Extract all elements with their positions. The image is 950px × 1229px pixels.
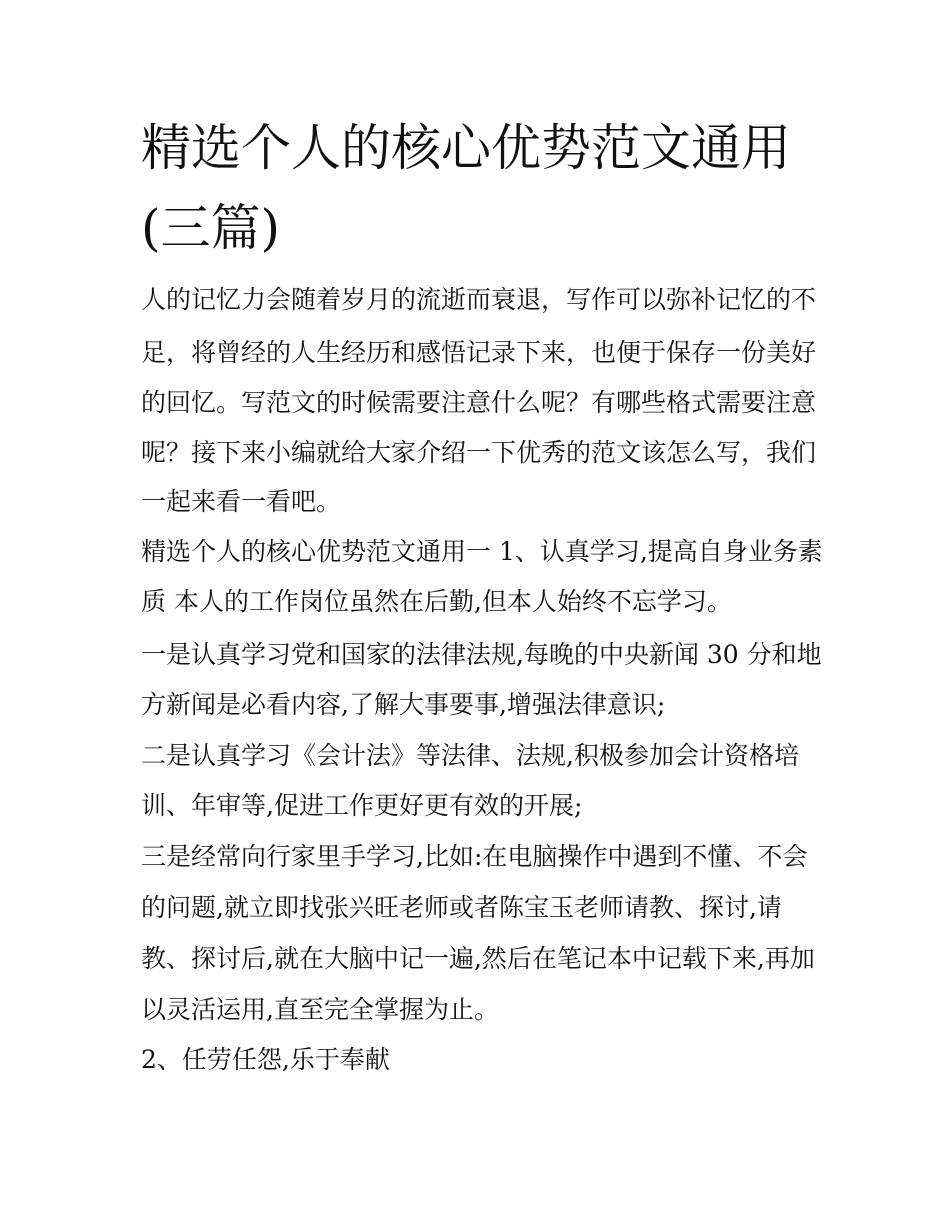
- paragraph-line: 的问题,就立即找张兴旺老师或者陈宝玉老师请教、探讨,请: [141, 893, 782, 922]
- paragraph-line: 二是认真学习《会计法》等法律、法规,积极参加会计资格培: [141, 741, 799, 770]
- paragraph-line: 足，将曾经的人生经历和感悟记录下来，也便于保存一份美好: [141, 338, 817, 367]
- paragraph-line: 精选个人的核心优势范文通用一 1、认真学习,提高自身业务素: [141, 537, 823, 566]
- paragraph-line: 教、探讨后,就在大脑中记一遍,然后在笔记本中记载下来,再加: [141, 944, 815, 973]
- paragraph-line: 人的记忆力会随着岁月的流逝而衰退，写作可以弥补记忆的不: [141, 285, 817, 314]
- paragraph-line: 呢？接下来小编就给大家介绍一下优秀的范文该怎么写，我们: [141, 438, 817, 467]
- paragraph-line: 以灵活运用,直至完全掌握为止。: [141, 995, 499, 1024]
- paragraph-line: 三是经常向行家里手学习,比如:在电脑操作中遇到不懂、不会: [141, 842, 808, 871]
- paragraph-line: 一起来看一看吧。: [141, 487, 342, 516]
- paragraph-line: 质 本人的工作岗位虽然在后勤,但本人始终不忘学习。: [141, 587, 732, 616]
- paragraph-line: 方新闻是必看内容,了解大事要事,增强法律意识;: [141, 690, 666, 719]
- paragraph-line: 训、年审等,促进工作更好更有效的开展;: [141, 791, 583, 820]
- paragraph-line: 的回忆。写范文的时候需要注意什么呢？有哪些格式需要注意: [141, 388, 817, 417]
- paragraph-line: 一是认真学习党和国家的法律法规,每晚的中央新闻 30 分和地: [141, 640, 822, 669]
- document-title-line-1: 精选个人的核心优势范文通用: [141, 119, 791, 177]
- document-title-line-2: (三篇): [141, 199, 281, 257]
- section-heading: 2、任劳任怨,乐于奉献: [141, 1045, 390, 1074]
